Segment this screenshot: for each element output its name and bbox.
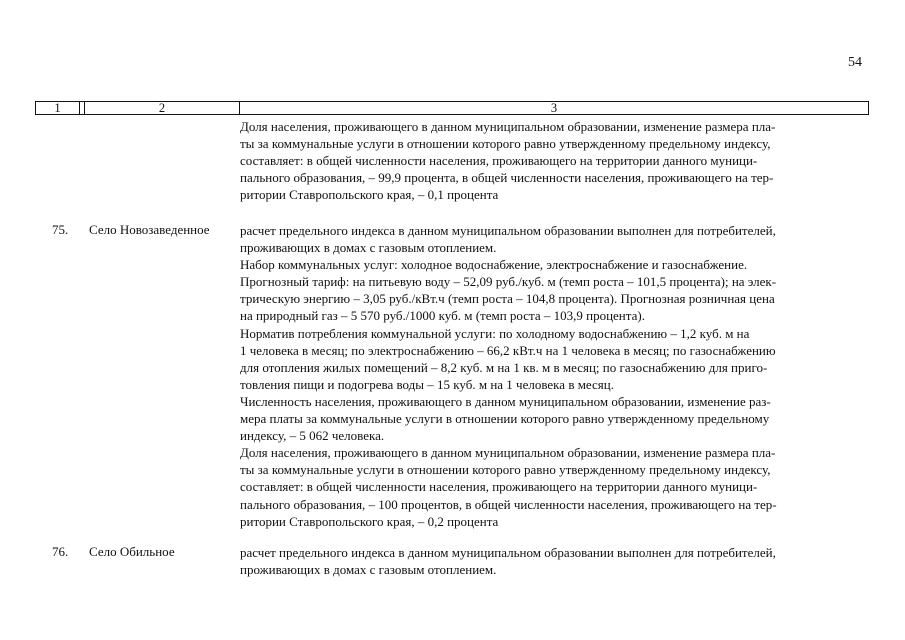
text-line: ты за коммунальные услуги в отношении которого равно утвержденному предельному индексу, [240,462,771,478]
text-line: пального образования, – 99,9 процента, в общей численности населения, проживающего на тер- [240,170,774,186]
text-line: на природный газ – 5 570 руб./1000 куб. м (темп роста – 103,9 процента). [240,308,645,324]
text-line: для отопления жилых помещений – 8,2 куб. м на 1 кв. м в месяц; по газоснабжению для приго- [240,359,768,375]
page-number: 54 [848,55,862,70]
text-line: индексу, – 5 062 человека. [240,428,385,444]
row-76-name: Село Обильное [89,544,175,559]
text-line: пального образования, – 100 процентов, в общей численности населения, проживающего на тер- [240,496,777,512]
row-75-number: 75. [52,222,69,237]
header-col-3: 3 [550,101,558,115]
text-line: составляет: в общей численности населения, проживающего на территории данного муници- [240,153,758,169]
text-line: мера платы за коммунальные услуги в отношении которого равно утвержденному предельному [240,411,770,427]
row-76-number: 76. [52,544,69,559]
text-line: Доля населения, проживающего в данном муниципальном образовании, изменение размера пла- [240,119,776,134]
top-block-text [240,118,862,203]
text-line: Норматив потребления коммунальной услуги: по холодному водоснабжению – 1,2 куб. м на [240,325,750,341]
text-line: Численность населения, проживающего в данном муниципальном образовании, изменение раз- [240,393,771,409]
text-line: составляет: в общей численности населения, проживающего на территории данного муници- [240,479,758,495]
row-75-name: Село Новозаведенное [89,222,210,237]
text-line: ты за коммунальные услуги в отношении которого равно утвержденному предельному индексу, [240,136,771,152]
header-col-2: 2 [84,102,240,114]
text-line: расчет предельного индекса в данном муниципальном образовании выполнен для потребителей, [240,545,776,560]
text-line: трическую энергию – 3,05 руб./кВт.ч (темп роста – 104,8 процента). Прогнозная розничная цена [240,291,775,307]
text-line: 1 человека в месяц; по электроснабжению – 66,2 кВт.ч на 1 человека в месяц; по газоснабжению [240,342,776,358]
header-col-1: 1 [36,102,80,114]
text-line: ритории Ставропольского края, – 0,2 процента [240,513,499,529]
table-header-row [35,101,869,115]
text-line: Доля населения, проживающего в данном муниципальном образовании, изменение размера пла- [240,445,776,461]
text-line: расчет предельного индекса в данном муниципальном образовании выполнен для потребителей, [240,223,776,238]
text-line: Набор коммунальных услуг: холодное водоснабжение, электроснабжение и газоснабжение. [240,257,748,273]
text-line: товления пищи и подогрева воды – 15 куб. м на 1 человека в месяц. [240,376,614,392]
text-line: проживающих в домах с газовым отоплением. [240,240,497,256]
row-76-text [240,544,862,578]
text-line: проживающих в домах с газовым отоплением. [240,562,497,578]
row-75-text [240,222,862,530]
text-line: ритории Ставропольского края, – 0,1 процента [240,187,499,203]
text-line: Прогнозный тариф: на питьевую воду – 52,09 руб./куб. м (темп роста – 101,5 процента); на элек- [240,274,777,290]
